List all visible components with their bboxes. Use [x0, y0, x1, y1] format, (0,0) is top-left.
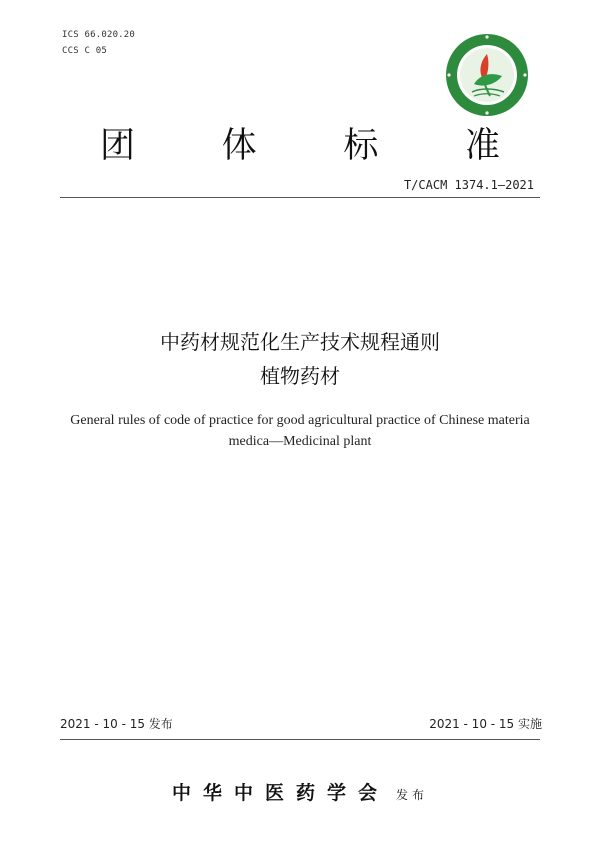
publisher-organization: 中华中医药学会 [171, 782, 389, 804]
title-english-line-2: medica—Medicinal plant [228, 434, 372, 449]
footer-divider [60, 739, 540, 740]
ics-code: ICS 66.020.20 [62, 30, 136, 40]
title-english [55, 410, 545, 452]
ccs-code: CCS C 05 [62, 46, 107, 56]
publisher-action: 发布 [396, 788, 429, 802]
document-type-heading [100, 118, 500, 168]
doc-type-char: 准 [464, 126, 500, 166]
standard-number: T/CACM 1374.1—2021 [403, 178, 534, 192]
header-divider [60, 197, 540, 198]
title-chinese-line-1: 中药材规范化生产技术规程通则 [160, 330, 440, 354]
association-seal-icon [444, 32, 530, 118]
publisher-line [0, 778, 600, 805]
doc-type-char: 体 [221, 126, 257, 166]
doc-type-char: 团 [100, 126, 136, 166]
issue-date: 2021 - 10 - 15 发布 [60, 717, 173, 731]
doc-type-char: 标 [343, 126, 379, 166]
title-english-line-1: General rules of code of practice for good agricultural practice of Chinese materia [70, 413, 530, 428]
title-chinese-line-2: 植物药材 [260, 364, 340, 388]
implementation-date: 2021 - 10 - 15 实施 [429, 717, 542, 731]
